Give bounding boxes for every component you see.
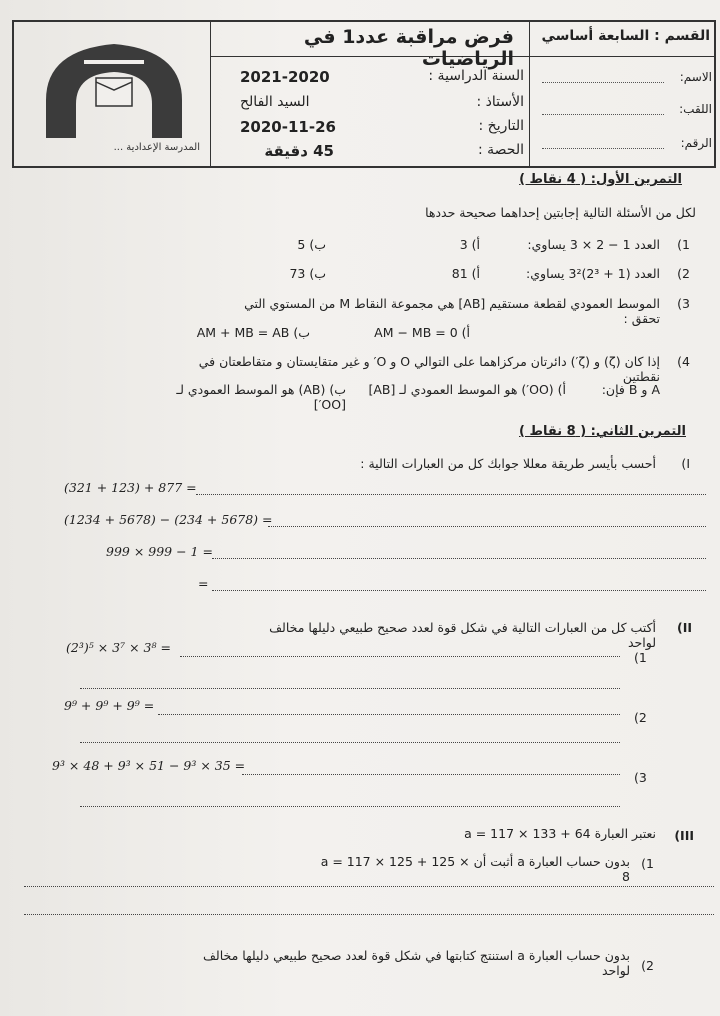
expr-2: (1234 + 5678) − (234 + 5678) = (64, 512, 273, 527)
name-label: الاسم: (679, 70, 712, 84)
year-value: 2021-2020 (240, 68, 330, 86)
ex2-part2-num: II) (676, 620, 692, 635)
ex2-part3-text: نعتبر العبارة a = 117 × 133 + 64 (464, 826, 656, 841)
exam-title: فرض مراقبة عدد1 في الرياضيات (303, 26, 514, 70)
date-value: 2020-11-26 (240, 118, 336, 136)
ex1-q3-text: الموسط العمودي لقطعة مستقيم [AB] هي مجموعة النقاط M من المستوي التي تحقق : (244, 296, 660, 326)
power-line-1b[interactable] (80, 688, 620, 689)
power-line-1a[interactable] (180, 656, 620, 657)
session-label: الحصة : (477, 142, 524, 158)
power-line-2b[interactable] (80, 742, 620, 743)
teacher-value: السيد الفالح (240, 94, 310, 110)
expr-3: 999 × 999 − 1 = (106, 544, 213, 559)
power-line-3b[interactable] (80, 806, 620, 807)
ex2-part1-num: I) (681, 456, 690, 471)
power-num-2: (2 (634, 710, 647, 725)
power-line-2a[interactable] (158, 714, 620, 715)
ex1-q1-option-b[interactable]: ب) 5 (297, 237, 326, 252)
ex1-q1-num: 1) (677, 237, 690, 252)
session-value: 45 دقيقة (264, 142, 334, 160)
ex1-q4-option-a[interactable]: أ) (OO′) هو الموسط العمودي لـ [AB] (368, 382, 566, 397)
date-label: التاريخ : (478, 118, 524, 134)
answer-line-4[interactable] (212, 590, 706, 591)
name-field[interactable] (542, 82, 664, 83)
answer-line-3[interactable] (212, 558, 706, 559)
power-expr-1: (2³)⁵ × 3⁷ × 3⁸ = (66, 640, 171, 655)
teacher-label: الأستاذ : (476, 94, 524, 110)
ex1-q4-option-b[interactable]: ب) (AB) هو الموسط العمودي لـ [OO′] (176, 382, 346, 412)
answer-line-p3-2[interactable] (24, 914, 714, 915)
ex2-p3q1-num: 1) (641, 856, 654, 871)
number-field[interactable] (542, 148, 664, 149)
ex1-q3-option-b[interactable]: ب) AM + MB = AB (196, 325, 310, 340)
power-expr-3: 9³ × 48 + 9³ × 51 − 9³ × 35 = (52, 758, 246, 773)
ex2-p3q1-text: بدون حساب العبارة a أثبت أن a = 117 × 125 + 125 × 8 (320, 854, 630, 884)
ex1-q2-num: 2) (677, 266, 690, 281)
ex1-q4-text: إذا كان (ζ) و (ζ′) دائرتان مركزاهما على التوالي O و O′ و غير متقايستان و متقاطعتان في نقطتين (198, 354, 660, 384)
exercise1-title: التمرين الأول: ( 4 نقاط ) (519, 172, 682, 187)
exercise2-title: التمرين الثاني: ( 8 نقاط ) (519, 424, 686, 439)
ex1-q3-num: 3) (677, 296, 690, 311)
section-label: القسم : السابعة أساسي (541, 28, 710, 44)
power-num-3: (3 (634, 770, 647, 785)
number-label: الرقم: (680, 136, 712, 150)
ex1-q4-cont: A و B فإن: (601, 382, 660, 397)
school-logo (34, 30, 194, 142)
ex1-q3-option-a[interactable]: أ) AM − MB = 0 (374, 325, 470, 340)
ex2-part1-text: أحسب بأيسر طريقة معللا جوابك كل من العبارات التالية : (360, 456, 656, 471)
ex2-part2-text: أكتب كل من العبارات التالية في شكل قوة لعدد صحيح طبيعي دليلها مخالف لواحد (269, 620, 656, 650)
surname-field[interactable] (542, 114, 664, 115)
expr-4: = (198, 576, 209, 591)
ex1-q1-option-a[interactable]: أ) 3 (459, 237, 480, 252)
exercise1-intro: لكل من الأسئلة التالية إجابتين إحداهما صحيحة حددها (425, 205, 696, 220)
ex2-part3-num: III) (674, 828, 694, 843)
power-line-3a[interactable] (242, 774, 620, 775)
ex1-q2-option-a[interactable]: أ) 81 (451, 266, 480, 281)
ex1-q2-text: العدد (1 + 2³)3² يساوي: (526, 266, 660, 281)
ex1-q4-num: 4) (677, 354, 690, 369)
ex1-q2-option-b[interactable]: ب) 73 (289, 266, 326, 281)
answer-line-2[interactable] (268, 526, 706, 527)
school-name: المدرسة الإعدادية ... (113, 142, 200, 153)
expr-1: (321 + 123) + 877 = (64, 480, 197, 495)
exam-header (12, 20, 716, 168)
header-divider-left (210, 22, 211, 166)
power-expr-2: 9⁹ + 9⁹ + 9⁹ = (64, 698, 155, 713)
answer-line-1[interactable] (196, 494, 706, 495)
header-divider-right (529, 22, 530, 166)
ex2-p3q2-text: بدون حساب العبارة a استنتج كتابتها في شكل قوة لعدد صحيح طبيعي دليلها مخالف لواحد (202, 948, 630, 978)
surname-label: اللقب: (679, 102, 712, 116)
ex2-p3q2-num: 2) (641, 958, 654, 973)
power-num-1: (1 (634, 650, 647, 665)
ex1-q1-text: العدد 1 − 2 × 3 يساوي: (527, 237, 660, 252)
year-label: السنة الدراسية : (428, 68, 524, 84)
answer-line-p3-1[interactable] (24, 886, 714, 887)
